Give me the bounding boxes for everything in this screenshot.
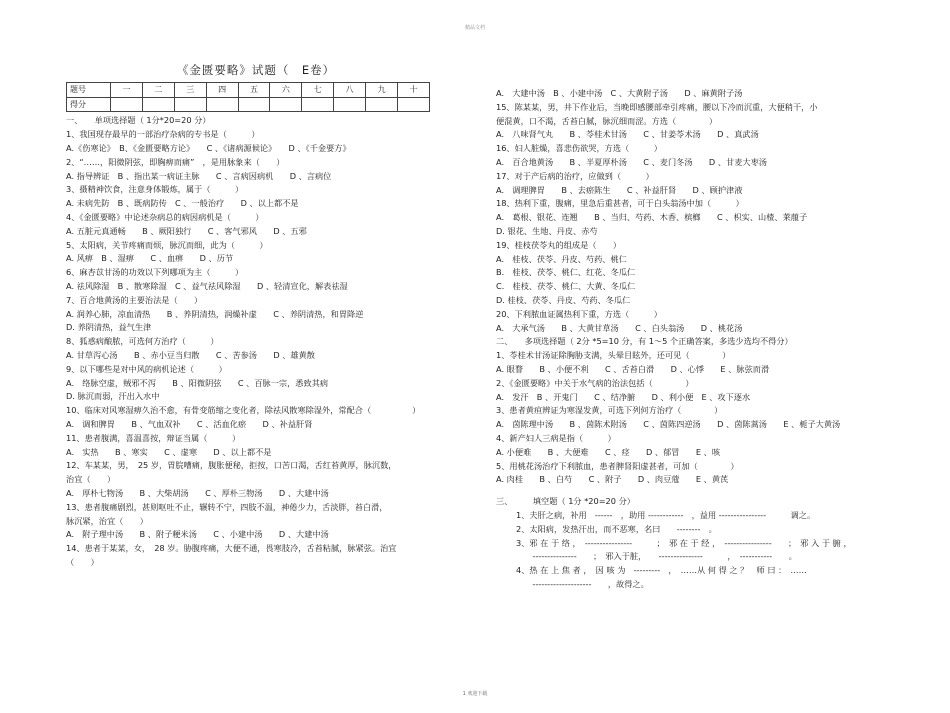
right-question-list <box>496 87 896 487</box>
question-line: A. 调理脾胃 B 、去瘀陈生 C 、补益肝肾 D 、顾护津液 <box>496 184 743 195</box>
question-line: A. 大承气汤 B 、大黄甘草汤 C 、白头翁汤 D 、桃花汤 <box>496 322 743 333</box>
score-input-cell[interactable] <box>238 97 270 112</box>
question-line: A. 葛根、银花、连翘 B 、当归、芍药、木香、槟榔 C 、枳实、山楂、莱菔子 <box>496 212 808 223</box>
fill-blank-list <box>496 509 896 592</box>
question-line: 11、患者腹满，喜温喜按，辩证当属（ ） <box>66 432 241 443</box>
question-line: 8、狐惑病酿脓，可选何方治疗（ ） <box>66 336 219 347</box>
question-line: 7、百合地黄汤的主要治法是（ ） <box>66 294 203 305</box>
page-footer: 1 欢迎下载 <box>462 691 488 697</box>
question-line: 一、 单项选择题（ 1分*20=20 分） <box>66 115 211 126</box>
question-line: A. 肉桂 B 、白芍 C 、附子 D 、肉豆蔻 E 、黄芪 <box>496 474 729 485</box>
score-input-cell[interactable] <box>111 97 143 112</box>
question-line: 1、苓桂术甘汤证除胸胁支满，头晕目眩外，还可见（ ） <box>496 350 731 361</box>
score-input-cell[interactable] <box>398 97 430 112</box>
question-line: 2、太阳病，发热汗出，而不恶寒，名曰 -------- 。 <box>516 523 717 534</box>
question-line: 19、桂枝茯苓丸的组成是（ ） <box>496 239 622 250</box>
score-input-cell[interactable] <box>174 97 206 112</box>
score-table <box>66 82 430 113</box>
score-cell: 九 <box>366 82 398 97</box>
section-heading-fill-blank: 三、 填空题（ 1分 *20=20 分） <box>496 496 635 507</box>
score-cell: 题号 <box>67 82 111 97</box>
question-line: 3、摄精神饮食，注意身体锻炼，属于（ ） <box>66 184 244 195</box>
question-line: 5、用桃花汤治疗下利脓血，患者脾肾阳虚甚者，可加（ ） <box>496 460 739 471</box>
question-line: 二、 多项选择题（ 2分 *5=10 分，有 1～5 个正确答案，多选少选均不得分） <box>496 336 793 347</box>
left-column <box>66 60 446 570</box>
score-cell: 三 <box>174 82 206 97</box>
score-table-score-row <box>67 97 430 112</box>
score-cell: 一 <box>111 82 143 97</box>
question-line: 治宜（ ） <box>66 474 116 485</box>
question-line: A. 百合地黄汤 B 、半夏厚朴汤 C 、麦门冬汤 D 、甘麦大枣汤 <box>496 156 767 167</box>
question-line: 4、新产妇人三病是指（ ） <box>496 432 616 443</box>
question-line: A. 甘草泻心汤 B 、赤小豆当归散 C 、苦参汤 D 、雄黄散 <box>66 349 315 360</box>
right-column <box>496 87 896 592</box>
score-input-cell[interactable] <box>270 97 302 112</box>
question-line: 5、太阳病，关节疼痛而烦，脉沉而细，此为（ ） <box>66 239 268 250</box>
score-cell: 四 <box>206 82 238 97</box>
question-line: A. 风痹 B 、湿痹 C 、血痹 D 、历节 <box>66 253 234 264</box>
score-input-cell[interactable] <box>142 97 174 112</box>
question-line: A. 大建中汤 B 、小建中汤 C 、大黄附子汤 D 、麻黄附子汤 <box>496 88 743 98</box>
question-line: A. 眼瞀 B 、小便不利 C 、舌苔白滑 D 、心悸 E 、脉弦而滑 <box>496 363 770 374</box>
question-line: A. 润养心肺，凉血清热 B 、养阴清热，润燥补虚 C 、养阴清热，和胃降逆 <box>66 308 364 319</box>
question-line: 12、车某某，男， 25 岁，胃脘嘈痛，腹胀便秘，拒按，口苦口渴，舌红苔黄厚，脉沉数， <box>66 460 397 471</box>
score-cell: 八 <box>334 82 366 97</box>
score-cell: 五 <box>238 82 270 97</box>
score-table-header-row <box>67 82 430 97</box>
question-line: --------------- ； 邪入于脏， --------------- ， ----------- 。 <box>516 551 797 562</box>
question-line: 14、患者于某某，女， 28 岁。胁腹疼痛，大便不通，畏寒肢冷，舌苔粘腻，脉紧弦。治宜 <box>66 543 397 554</box>
question-line: 4、热 在 上 焦 者 ， 因 咳 为 --------- ， ……从 何 得 之 ？ 师 曰 ： …… <box>516 565 807 576</box>
question-line: A. 祛风除湿 B 、散寒除湿 C 、益气祛风除湿 D 、轻清宣化，解表祛湿 <box>66 280 348 291</box>
question-line: A. 桂枝、茯苓、丹皮、芍药、桃仁 <box>496 253 627 264</box>
question-line: 便混黄，口不渴，舌苔白腻，脉沉细而涩。方选（ ） <box>496 115 718 126</box>
question-line: 1、我国现存最早的一部治疗杂病的专书是（ ） <box>66 129 260 140</box>
question-line: A. 实热 B 、寒实 C 、虚寒 D 、以上都不是 <box>66 446 272 457</box>
question-line: 13、患者腹痛剧烈，甚则呕吐不止，辗转不宁，四肢不温，神倦少力，舌淡胖，苔白滑， <box>66 501 388 512</box>
question-line: 18、热利下重，腹痛，里急后重甚者，可于白头翁汤中加（ ） <box>496 198 744 209</box>
page-header: 精品文档 <box>464 25 485 31</box>
question-line: 17、对于产后病的治疗，应做到（ ） <box>496 170 654 181</box>
score-input-cell[interactable] <box>334 97 366 112</box>
question-line: A. 指导辨证 B 、指出某一病证主脉 C 、言病因病机 D 、言病位 <box>66 170 332 181</box>
question-line: A. 调和脾胃 B 、气血双补 C 、活血化瘀 D 、补益肝肾 <box>66 418 313 429</box>
score-input-cell[interactable] <box>366 97 398 112</box>
question-line: D. 银花、生地、丹皮、赤芍 <box>496 225 598 236</box>
score-cell: 七 <box>302 82 334 97</box>
score-cell: 得分 <box>67 97 111 112</box>
question-line: A. 五脏元真通畅 B 、厥阳独行 C 、客气邪风 D 、五邪 <box>66 225 307 236</box>
score-input-cell[interactable] <box>206 97 238 112</box>
question-line: A. 附子理中汤 B 、附子粳米汤 C 、小建中汤 D 、大建中汤 <box>66 529 329 540</box>
question-line: C. 桂枝、茯苓、桃仁、大黄、冬瓜仁 <box>496 281 636 292</box>
question-line: 3、邪 在 于 络 ， ---------------- ； 邪 在 于 经 ， ---------------- ； 邪 入 于 腑 ， <box>516 537 852 548</box>
left-question-list <box>66 114 446 569</box>
question-line: 16、妇人脏燥，喜悲伤欲哭，方选（ ） <box>496 143 662 154</box>
question-line: A. 小便难 B 、大便难 C 、痉 D 、郁冒 E 、咳 <box>496 446 721 457</box>
question-line: A. 八味肾气丸 B 、苓桂术甘汤 C 、甘姜苓术汤 D 、真武汤 <box>496 129 759 140</box>
question-line: D. 养阴清热，益气生津 <box>66 322 152 333</box>
question-line: 4、《金匮要略》中论述杂病总的病因病机是（ ） <box>66 211 264 222</box>
question-line: 15、陈某某，男，井下作业后，当晚即感腰部牵引疼痛，腰以下冷而沉重，大便稍干，小 <box>496 101 818 112</box>
spacer <box>496 487 896 495</box>
question-line: A.《伤寒论》 B、《金匮要略方论》 C 、《诸病源候论》 D 、《千金要方》 <box>66 142 351 153</box>
question-line: 9、以下哪些是对中风的病机论述（ ） <box>66 363 227 374</box>
question-line: D. 桂枝、茯苓、丹皮、芍药、冬瓜仁 <box>496 294 631 305</box>
question-line: 3、患者黄疸辨证为寒湿发黄，可选下列何方治疗（ ） <box>496 405 723 416</box>
question-line: 2、“……，阳微阴弦，即胸痹而痛” ，是用脉象来（ ） <box>66 156 285 167</box>
question-line: 脉沉紧，治宜（ ） <box>66 515 148 526</box>
score-cell: 六 <box>270 82 302 97</box>
question-line: （ ） <box>66 556 99 567</box>
question-line: 1、夫肝之病，补用 ------ ，助用 ------------ ，益用 ---------------- 调之。 <box>516 509 816 520</box>
question-line: A. 厚朴七物汤 B 、大柴胡汤 C 、厚朴三物汤 D 、大建中汤 <box>66 487 329 498</box>
question-line: A. 发汗 B 、开鬼门 C 、结净腑 D 、利小便 E 、攻下逐水 <box>496 391 751 402</box>
question-line: D. 脉沉而弱，汗出入水中 <box>66 391 160 402</box>
question-line: 10、临床对风寒湿痹久治不愈，有骨变筋缩之变化者，除祛风散寒除湿外，常配合（ ） <box>66 405 421 416</box>
score-cell: 二 <box>142 82 174 97</box>
question-line: A. 茵陈理中汤 B 、茵陈术附汤 C 、茵陈四逆汤 D 、茵陈蒿汤 E 、栀子大黄汤 <box>496 419 841 430</box>
question-line: -------------------- ，故得之。 <box>516 578 649 589</box>
question-line: A. 络脉空虚，贼邪不泻 B 、阳微阴弦 C 、百脉一宗，悉致其病 <box>66 377 329 388</box>
question-line: 6、麻杏苡甘汤的功效以下列哪项为主（ ） <box>66 267 244 278</box>
question-line: B. 桂枝、茯苓、桃仁、红花、冬瓜仁 <box>496 267 636 278</box>
question-line: 2、《金匮要略》中关于水气病的治法包括（ ） <box>496 377 694 388</box>
score-cell: 十 <box>398 82 430 97</box>
score-input-cell[interactable] <box>302 97 334 112</box>
question-line: 20、下利脓血证属热利下重，方选（ ） <box>496 308 662 319</box>
exam-title: 《金匮要略》试题（ E卷） <box>176 63 336 77</box>
question-line: A. 未病先防 B 、既病防传 C 、一般治疗 D 、以上都不是 <box>66 198 299 209</box>
